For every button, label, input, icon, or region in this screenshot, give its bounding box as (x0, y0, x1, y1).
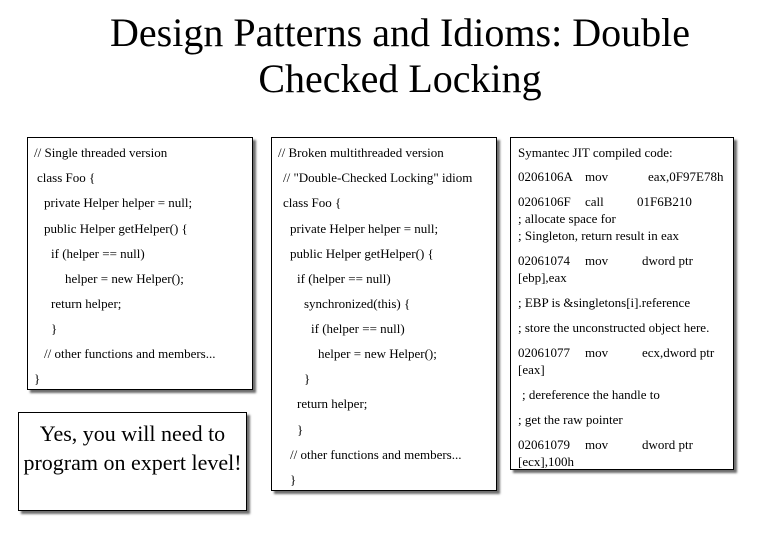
asm-opcode: mov (585, 169, 609, 184)
code-line: return helper; (51, 296, 122, 311)
code-line: helper = new Helper(); (318, 346, 437, 361)
code-line: class Foo { (283, 195, 342, 210)
code-line: class Foo { (37, 170, 96, 185)
asm-comment: ; get the raw pointer (518, 412, 623, 427)
code-line: helper = new Helper(); (65, 271, 184, 286)
code-line: private Helper helper = null; (290, 221, 439, 236)
asm-comment: ; EBP is &singletons[i].reference (518, 295, 691, 310)
asm-row (518, 345, 730, 361)
code-line: if (helper == null) (311, 321, 405, 336)
asm-comment: [ebp],eax (518, 270, 567, 285)
asm-comment: ; Singleton, return result in eax (518, 228, 680, 243)
asm-comment: [eax] (518, 362, 545, 377)
slide-title-line-1: Design Patterns and Idioms: Double (110, 10, 690, 55)
asm-operand: eax,0F97E78h (648, 169, 724, 184)
asm-opcode: call (585, 194, 604, 209)
code-line: // Broken multithreaded version (278, 145, 444, 160)
asm-opcode: mov (585, 253, 609, 268)
code-line: } (297, 422, 304, 437)
asm-address: 0206106F (518, 194, 571, 209)
asm-comment: ; store the unconstructed object here. (518, 320, 710, 335)
asm-opcode: mov (585, 437, 609, 452)
asm-row (518, 437, 730, 453)
code-line: // other functions and members... (44, 346, 216, 361)
code-line: // other functions and members... (290, 447, 462, 462)
code-line: // "Double-Checked Locking" idiom (283, 170, 473, 185)
code-line: synchronized(this) { (304, 296, 411, 311)
asm-address: 0206106A (518, 169, 573, 184)
asm-opcode: mov (585, 345, 609, 360)
slide-title (40, 10, 760, 102)
code-line: public Helper getHelper() { (44, 221, 188, 236)
expert-level-callout-box (18, 412, 247, 511)
expert-level-callout-text: Yes, you will need to program on expert level! (23, 421, 242, 475)
broken-multithreaded-code-box (271, 137, 497, 491)
asm-address: 02061079 (518, 437, 570, 452)
asm-comment: [ecx],100h (518, 454, 574, 469)
asm-operand: 01F6B210 (637, 194, 692, 209)
asm-address: 02061077 (518, 345, 570, 360)
asm-row (518, 169, 730, 185)
code-line: // Single threaded version (34, 145, 168, 160)
asm-comment: ; dereference the handle to (522, 387, 660, 402)
asm-address: 02061074 (518, 253, 570, 268)
asm-row (518, 253, 730, 269)
code-line: } (34, 371, 41, 386)
code-line: } (290, 472, 297, 487)
code-line: } (304, 371, 311, 386)
code-line: return helper; (297, 396, 368, 411)
code-line: public Helper getHelper() { (290, 246, 434, 261)
asm-operand: dword ptr (642, 253, 693, 268)
code-line: if (helper == null) (297, 271, 391, 286)
single-threaded-code-box (27, 137, 253, 390)
asm-operand: dword ptr (642, 437, 693, 452)
asm-row (518, 194, 730, 210)
jit-heading: Symantec JIT compiled code: (518, 145, 673, 160)
slide-title-line-2: Checked Locking (258, 56, 542, 101)
code-line: if (helper == null) (51, 246, 145, 261)
code-line: } (51, 321, 58, 336)
code-line: private Helper helper = null; (44, 195, 193, 210)
asm-operand: ecx,dword ptr (642, 345, 715, 360)
asm-comment: ; allocate space for (518, 211, 616, 226)
jit-compiled-code-box (510, 137, 734, 470)
